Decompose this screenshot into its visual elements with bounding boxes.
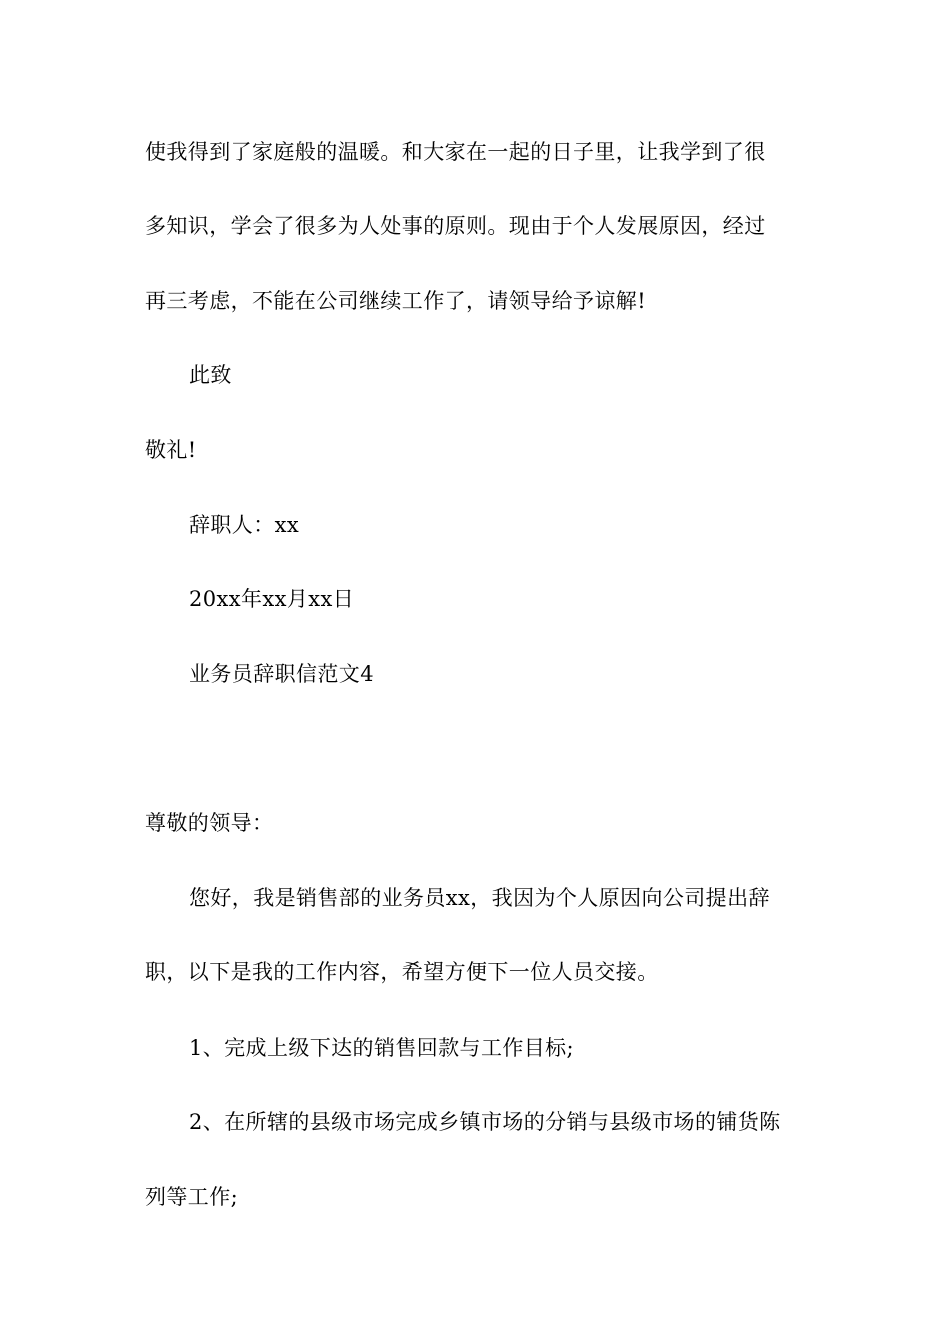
body-line-4: 您好，我是销售部的业务员xx，我因为个人原因向公司提出辞 (189, 886, 770, 910)
greeting: 尊敬的领导： (145, 811, 274, 835)
signature-name: 辞职人：xx (189, 513, 300, 537)
list-item-2: 2、在所辖的县级市场完成乡镇市场的分销与县级市场的铺货陈 (189, 1110, 781, 1134)
list-item-1: 1、完成上级下达的销售回款与工作目标; (189, 1036, 575, 1060)
body-line-5: 职，以下是我的工作内容，希望方便下一位人员交接。 (145, 960, 659, 984)
closing-regards: 敬礼! (145, 438, 197, 462)
signature-date: 20xx年xx月xx日 (189, 587, 355, 611)
body-line-1: 使我得到了家庭般的温暖。和大家在一起的日子里，让我学到了很 (145, 140, 766, 164)
list-item-2-continued: 列等工作; (145, 1185, 239, 1209)
body-line-2: 多知识，学会了很多为人处事的原则。现由于个人发展原因，经过 (145, 214, 766, 238)
section-heading: 业务员辞职信范文4 (189, 662, 374, 686)
closing-salutation: 此致 (189, 363, 232, 387)
body-line-3: 再三考虑，不能在公司继续工作了，请领导给予谅解! (145, 289, 647, 313)
